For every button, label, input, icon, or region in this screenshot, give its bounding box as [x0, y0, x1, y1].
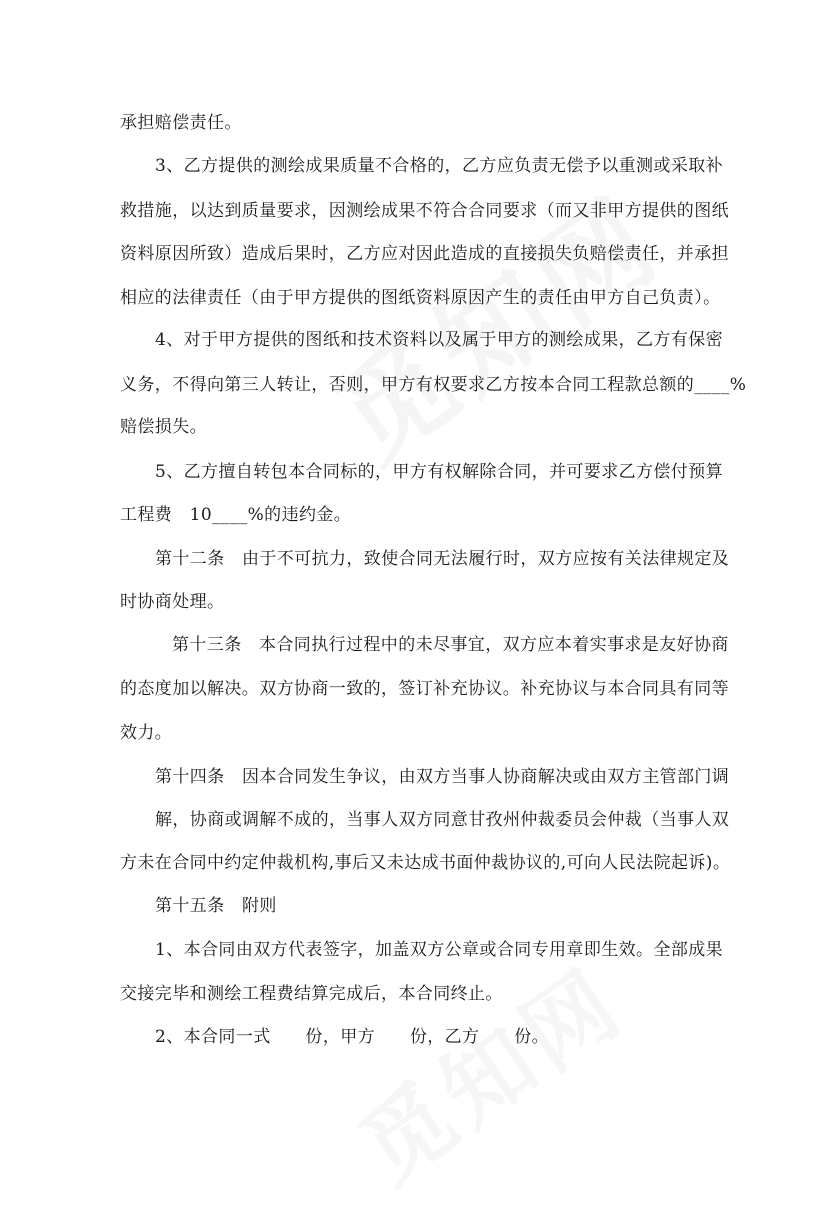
text-line: 救措施，以达到质量要求，因测绘成果不符合合同要求（而又非甲方提供的图纸: [120, 201, 729, 221]
text-line: 资料原因所致）造成后果时，乙方应对因此造成的直接损失负赔偿责任，并承担: [120, 244, 729, 264]
text-line: 赔偿损失。: [120, 417, 207, 437]
text-line: 方未在合同中约定仲裁机构,事后又未达成书面仲裁协议的,可向人民法院起诉)。: [120, 853, 731, 873]
text-line: 的态度加以解决。双方协商一致的，签订补充协议。补充协议与本合同具有同等: [120, 679, 729, 699]
text-line: 4、对于甲方提供的图纸和技术资料以及属于甲方的测绘成果，乙方有保密: [155, 330, 724, 350]
text-line: 承担赔偿责任。: [120, 113, 242, 133]
text-line: 2、本合同一式 份，甲方 份，乙方 份。: [155, 1027, 550, 1047]
text-line: 第十四条 因本合同发生争议，由双方当事人协商解决或由双方主管部门调: [155, 767, 730, 787]
text-line: 时协商处理。: [120, 592, 225, 612]
text-line: 解，协商或调解不成的，当事人双方同意甘孜州仲裁委员会仲裁（当事人双: [155, 810, 730, 830]
text-line: 交接完毕和测绘工程费结算完成后，本合同终止。: [120, 984, 503, 1004]
watermark-bottom: [330, 931, 645, 1206]
text-line: 义务，不得向第三人转让，否则，甲方有权要求乙方按本合同工程款总额的____%: [120, 375, 747, 395]
text-line: 3、乙方提供的测绘成果质量不合格的，乙方应负责无偿予以重测或采取补: [155, 156, 724, 176]
text-line: 第十五条 附则: [155, 896, 277, 916]
text-line: 第十三条 本合同执行过程中的未尽事宜，双方应本着实事求是友好协商: [172, 635, 729, 655]
text-line: 1、本合同由双方代表签字，加盖双方公章或合同专用章即生效。全部成果: [155, 940, 724, 960]
text-line: 相应的法律责任（由于甲方提供的图纸资料原因产生的责任由甲方自己负责）。: [120, 288, 721, 308]
text-line: 5、乙方擅自转包本合同标的，甲方有权解除合同，并可要求乙方偿付预算: [155, 462, 724, 482]
text-line: 第十二条 由于不可抗力，致使合同无法履行时，双方应按有关法律规定及: [155, 549, 730, 569]
text-line: 效力。: [120, 723, 173, 743]
text-line: 工程费 10____%的违约金。: [120, 505, 352, 525]
